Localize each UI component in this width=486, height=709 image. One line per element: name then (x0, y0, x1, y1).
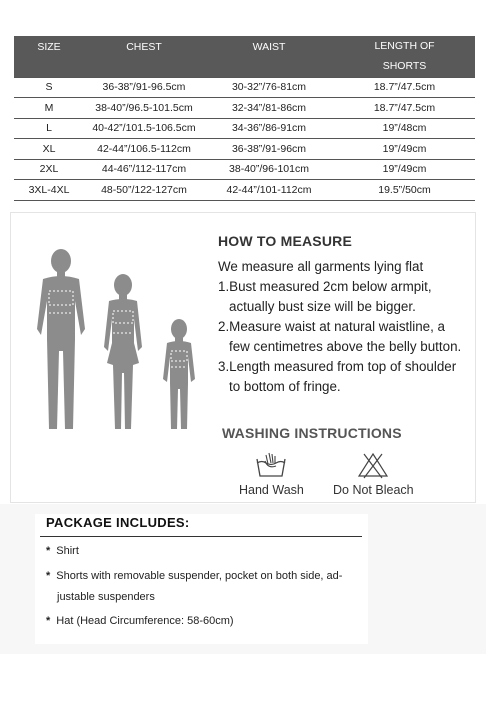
package-item-shirt (46, 541, 79, 562)
cell-size: S (14, 77, 84, 98)
package-item-label: Shirt (56, 545, 79, 557)
measure-step1-cont: actually bust size will be bigger. (229, 299, 416, 314)
cell-length: 19”/49cm (334, 139, 475, 160)
bullet-star: * (46, 615, 51, 627)
cell-size: 3XL-4XL (14, 180, 84, 201)
table-row (14, 159, 475, 180)
cell-length: 19.5”/50cm (334, 180, 475, 201)
package-title: PACKAGE INCLUDES: (46, 515, 190, 530)
package-item-label: Hat (Head Circumference: 58-60cm) (56, 615, 234, 627)
package-item-hat (46, 611, 234, 632)
package-item-label-cont: justable suspenders (57, 591, 155, 603)
table-row (14, 118, 475, 139)
header-waist: WAIST (204, 36, 334, 77)
table-row (14, 77, 475, 98)
hand-wash-label: Hand Wash (239, 483, 304, 497)
table-row (14, 180, 475, 201)
size-chart-table (14, 36, 475, 201)
do-not-bleach-icon (356, 451, 390, 479)
cell-chest: 36-38”/91-96.5cm (84, 77, 204, 98)
table-row (14, 98, 475, 119)
cell-length: 18.7”/47.5cm (334, 77, 475, 98)
measure-step3-cont: to bottom of fringe. (229, 379, 341, 394)
header-length-line1: LENGTH OF (374, 40, 435, 52)
how-to-measure-title: HOW TO MEASURE (218, 233, 352, 249)
header-length-line2: SHORTS (382, 60, 427, 72)
measure-panel (10, 212, 476, 503)
do-not-bleach-label: Do Not Bleach (333, 483, 414, 497)
do-not-bleach-item (333, 451, 414, 497)
header-size: SIZE (14, 36, 84, 77)
package-item-label: Shorts with removable suspender, pocket on both side, ad- (56, 570, 343, 582)
measure-step2-cont: few centimetres above the belly button. (229, 339, 462, 354)
measure-step1: 1.Bust measured 2cm below armpit, (218, 279, 432, 294)
cell-size: M (14, 98, 84, 119)
cell-size: 2XL (14, 159, 84, 180)
table-header-row (14, 36, 475, 77)
header-chest: CHEST (84, 36, 204, 77)
body-figures-illustration (21, 239, 211, 449)
cell-chest: 44-46”/112-117cm (84, 159, 204, 180)
package-divider (40, 536, 362, 537)
man-silhouette-icon (37, 249, 85, 429)
measure-intro: We measure all garments lying flat (218, 259, 424, 274)
cell-waist: 30-32”/76-81cm (204, 77, 334, 98)
measure-step3: 3.Length measured from top of shoulder (218, 359, 457, 374)
cell-chest: 40-42”/101.5-106.5cm (84, 118, 204, 139)
table-row (14, 139, 475, 160)
cell-length: 19”/48cm (334, 118, 475, 139)
cell-waist: 34-36”/86-91cm (204, 118, 334, 139)
cell-waist: 36-38”/91-96cm (204, 139, 334, 160)
cell-waist: 42-44”/101-112cm (204, 180, 334, 201)
cell-chest: 48-50”/122-127cm (84, 180, 204, 201)
how-to-measure-text (218, 257, 480, 397)
header-length (334, 36, 475, 77)
child-silhouette-icon (163, 319, 195, 429)
woman-silhouette-icon (104, 274, 142, 429)
cell-size: XL (14, 139, 84, 160)
hand-wash-item (239, 451, 304, 497)
cell-length: 19”/49cm (334, 159, 475, 180)
cell-size: L (14, 118, 84, 139)
cell-chest: 38-40”/96.5-101.5cm (84, 98, 204, 119)
cell-waist: 32-34”/81-86cm (204, 98, 334, 119)
cell-waist: 38-40”/96-101cm (204, 159, 334, 180)
package-item-shorts (46, 566, 342, 608)
bullet-star: * (46, 570, 51, 582)
cell-chest: 42-44”/106.5-112cm (84, 139, 204, 160)
cell-length: 18.7”/47.5cm (334, 98, 475, 119)
washing-instructions-title: WASHING INSTRUCTIONS (222, 425, 402, 441)
measure-step2: 2.Measure waist at natural waistline, a (218, 319, 446, 334)
bullet-star: * (46, 545, 51, 557)
hand-wash-icon (254, 451, 288, 479)
